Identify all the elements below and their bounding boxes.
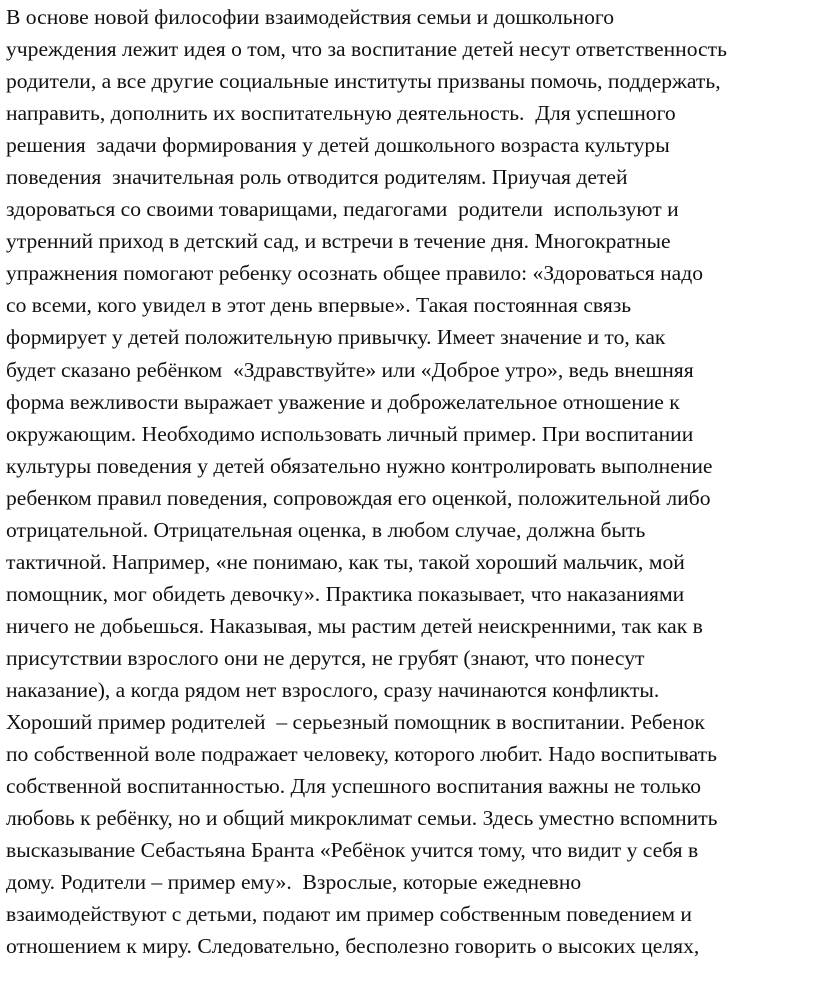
text-line: родители, а все другие социальные институты призваны помочь, поддержать, [6, 69, 721, 94]
text-line: помощник, мог обидеть девочку». Практика показывает, что наказаниями [6, 581, 685, 606]
text-line: В основе новой философии взаимодействия семьи и дошкольного [6, 5, 615, 29]
text-line: ребенком правил поведения, сопровождая его оценкой, положительной либо [6, 485, 711, 510]
text-line: отрицательной. Отрицательная оценка, в любом случае, должна быть [6, 517, 646, 542]
text-line: наказание), а когда рядом нет взрослого, сразу начинаются конфликты. [6, 677, 660, 702]
text-line: тактичной. Например, «не понимаю, как ты, такой хороший мальчик, мой [6, 549, 685, 574]
text-line: взаимодействуют с детьми, подают им пример собственным поведением и [6, 902, 692, 927]
document-body-text [6, 0, 812, 962]
text-line: упражнения помогают ребенку осознать общее правило: «Здороваться надо [6, 261, 704, 286]
text-line: Хороший пример родителей – серьезный помощник в воспитании. Ребенок [6, 710, 705, 735]
text-line: отношением к миру. Следовательно, бесполезно говорить о высоких целях, [6, 934, 700, 959]
text-line: здороваться со своими товарищами, педагогами родители используют и [6, 197, 679, 222]
text-line: направить, дополнить их воспитательную деятельность. Для успешного [6, 101, 676, 126]
text-line: культуры поведения у детей обязательно нужно контролировать выполнение [6, 453, 713, 478]
text-line: формирует у детей положительную привычку. Имеет значение и то, как [6, 325, 666, 350]
text-line: утренний приход в детский сад, и встречи в течение дня. Многократные [6, 229, 671, 254]
text-line: собственной воспитанностью. Для успешного воспитания важны не только [6, 774, 702, 799]
text-line: будет сказано ребёнком «Здравствуйте» или «Доброе утро», ведь внешняя [6, 357, 694, 382]
text-line: высказывание Себастьяна Бранта «Ребёнок учится тому, что видит у себя в [6, 838, 699, 863]
text-line: по собственной воле подражает человеку, которого любит. Надо воспитывать [6, 742, 717, 767]
text-line: решения задачи формирования у детей дошкольного возраста культуры [6, 133, 670, 158]
text-line: присутствии взрослого они не дерутся, не грубят (знают, что понесут [6, 645, 645, 670]
text-line: дому. Родители – пример ему». Взрослые, которые ежедневно [6, 870, 582, 895]
text-line: окружающим. Необходимо использовать личный пример. При воспитании [6, 421, 694, 446]
text-line: ничего не добьешься. Наказывая, мы растим детей неискренними, так как в [6, 613, 703, 638]
text-line: учреждения лежит идея о том, что за воспитание детей несут ответственность [6, 37, 727, 62]
text-line: поведения значительная роль отводится родителям. Приучая детей [6, 165, 628, 190]
text-line: форма вежливости выражает уважение и доброжелательное отношение к [6, 389, 680, 414]
text-line: любовь к ребёнку, но и общий микроклимат семьи. Здесь уместно вспомнить [6, 806, 718, 831]
text-line: со всеми, кого увидел в этот день впервые». Такая постоянная связь [6, 293, 632, 318]
